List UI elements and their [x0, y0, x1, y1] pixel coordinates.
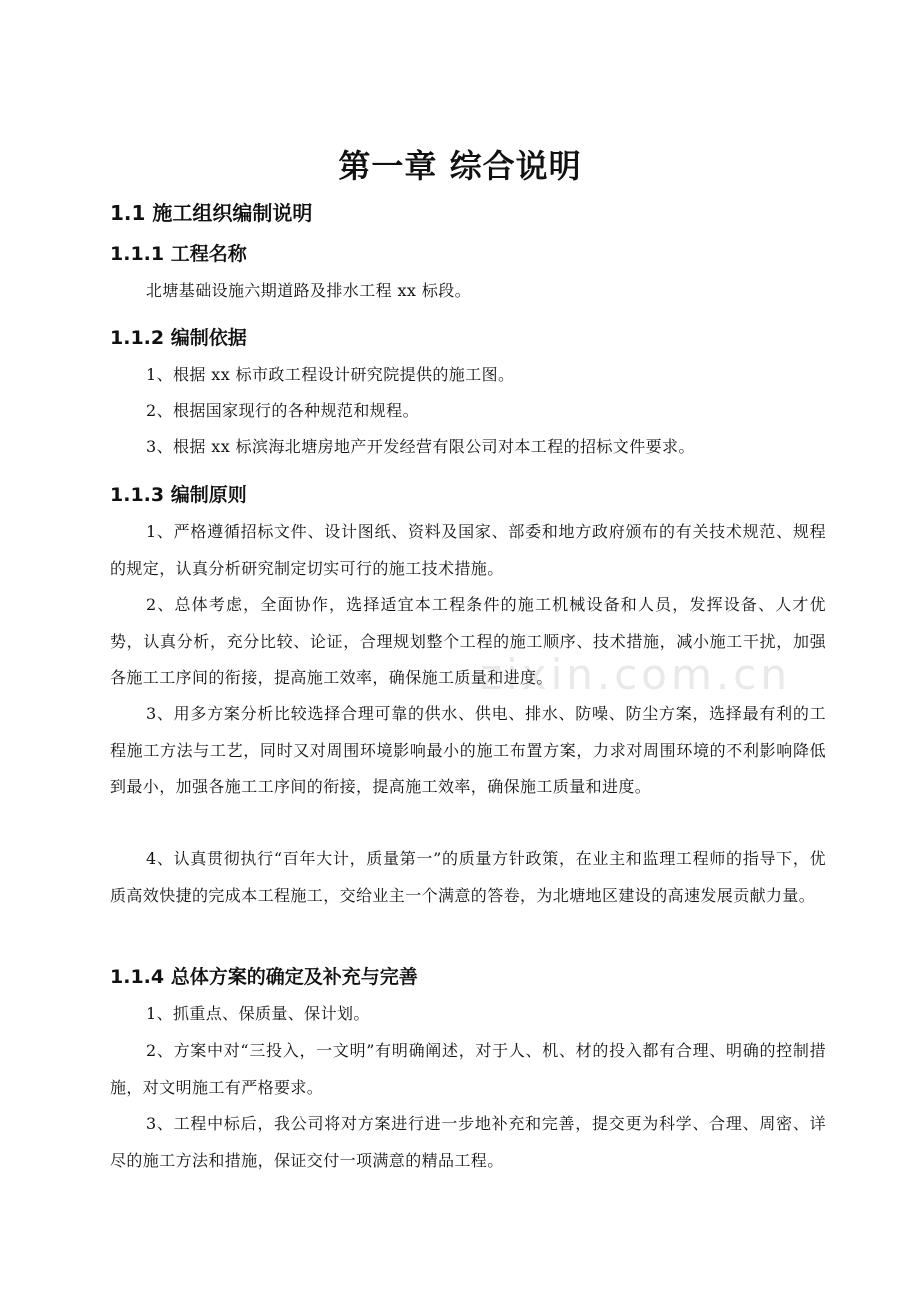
plan-paragraph-3: 3、工程中标后，我公司将对方案进行进一步地补充和完善，提交更为科学、合理、周密、详尽的施工方法和措施，保证交付一项满意的精品工程。 [110, 1114, 826, 1170]
section-1-1-2-heading: 1.1.2 编制依据 [110, 327, 247, 349]
section-1-1-heading: 1.1 施工组织编制说明 [110, 201, 313, 225]
principle-paragraph-2: 2、总体考虑，全面协作，选择适宜本工程条件的施工机械设备和人员，发挥设备、人才优势，认真分析，充分比较、论证，合理规划整个工程的施工顺序、技术措施，减小施工干扰，加强各施工工序间的衔接，提高施工效率，确保施工质量和进度。 [110, 595, 826, 687]
section-1-1-1-heading: 1.1.1 工程名称 [110, 243, 247, 265]
principle-paragraph-1: 1、严格遵循招标文件、设计图纸、资料及国家、部委和地方政府颁布的有关技术规范、规程的规定，认真分析研究制定切实可行的施工技术措施。 [110, 522, 826, 578]
plan-paragraph-2: 2、方案中对“三投入，一文明”有明确阐述，对于人、机、材的投入都有合理、明确的控制措施，对文明施工有严格要求。 [110, 1041, 826, 1097]
chapter-title: 第一章 综合说明 [338, 147, 582, 185]
basis-item-3: 3、根据 xx 标滨海北塘房地产开发经营有限公司对本工程的招标文件要求。 [146, 437, 695, 456]
section-1-1-3-heading: 1.1.3 编制原则 [110, 484, 247, 506]
plan-paragraph-1: 1、抓重点、保质量、保计划。 [146, 1004, 370, 1023]
section-1-1-4-heading: 1.1.4 总体方案的确定及补充与完善 [110, 966, 418, 988]
watermark: zixin.com.cn [480, 650, 791, 699]
project-name-text: 北塘基础设施六期道路及排水工程 xx 标段。 [146, 281, 472, 300]
principle-paragraph-4: 4、认真贯彻执行“百年大计，质量第一”的质量方针政策，在业主和监理工程师的指导下，优质高效快捷的完成本工程施工，交给业主一个满意的答卷，为北塘地区建设的高速发展贡献力量。 [110, 849, 826, 905]
basis-item-1: 1、根据 xx 标市政工程设计研究院提供的施工图。 [146, 365, 515, 384]
principle-paragraph-3: 3、用多方案分析比较选择合理可靠的供水、供电、排水、防噪、防尘方案，选择最有利的工程施工方法与工艺，同时又对周围环境影响最小的施工布置方案，力求对周围环境的不利影响降低到最小，加强各施工工序间的衔接，提高施工效率，确保施工质量和进度。 [110, 704, 826, 796]
basis-item-2: 2、根据国家现行的各种规范和规程。 [146, 401, 419, 420]
